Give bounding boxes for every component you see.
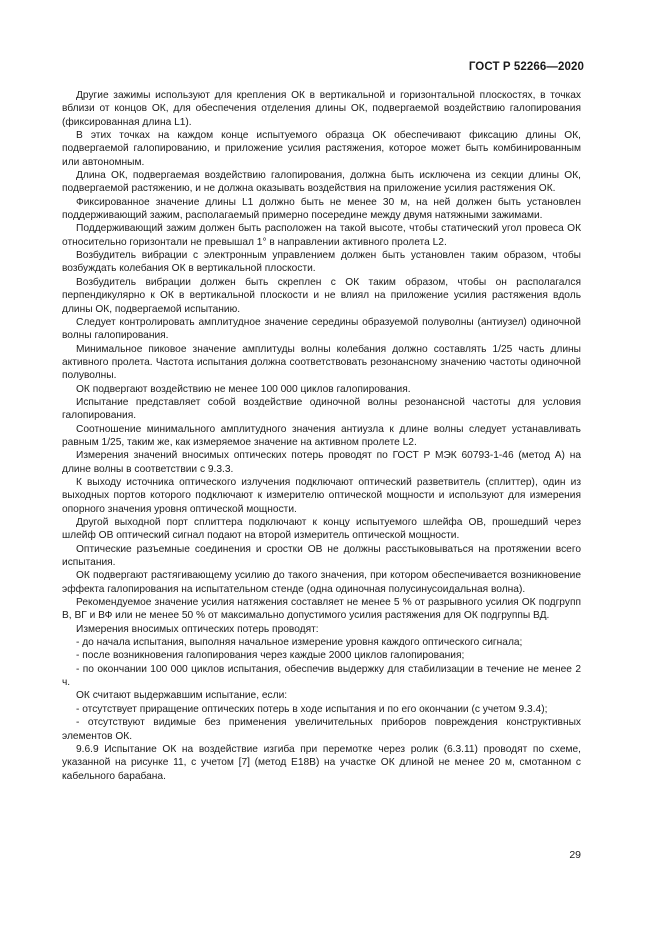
paragraph: Длина ОК, подвергаемая воздействию галопирования, должна быть исключена из секции длины ОК, подвергаемой растяжению, и не должна оказывать воздействия на приложение усилия растяжения ОК. xyxy=(62,170,581,195)
paragraph: Рекомендуемое значение усилия натяжения составляет не менее 5 % от разрывного усилия ОК подгрупп В, ВГ и ВФ или не менее 50 % от максимально допустимого усилия растяжения для ОК подгруппы ВД. xyxy=(62,597,581,622)
paragraph: ОК считают выдержавшим испытание, если: xyxy=(76,690,288,702)
paragraph: Следует контролировать амплитудное значение середины образуемой полуволны (антиузел) одиночной волны галопирования. xyxy=(62,316,581,342)
paragraph: Возбудитель вибрации должен быть скреплен с ОК таким образом, чтобы он располагался перпендикулярно к ОК в вертикальной плоскости и не влиял на приложение усилия растяжения вдоль длины ОК, подвергаемой испытанию. xyxy=(62,276,581,315)
paragraph: Испытание представляет собой воздействие одиночной волны резонансной частоты для условия галопирования. xyxy=(62,396,581,422)
paragraph: В этих точках на каждом конце испытуемого образца ОК обеспечивают фиксацию длины ОК, подвергаемой галопированию, и приложение усилия растяжения, которое может быть комбинированным или автономным. xyxy=(62,130,581,168)
list-item: - после возникновения галопирования через каждые 2000 циклов галопирования; xyxy=(76,650,465,662)
list-item: - отсутствует приращение оптических потерь в ходе испытания и по его окончании (с учетом 9.3.4); xyxy=(76,703,548,715)
paragraph: К выходу источника оптического излучения подключают оптический разветвитель (сплиттер), один из выходных портов которого подключают к измерителю оптической мощности и используют для измерения опорного значения уровня оптической мощности. xyxy=(62,476,581,515)
list-item: - отсутствуют видимые без применения увеличительных приборов повреждения конструктивных элементов ОК. xyxy=(62,717,581,742)
list-item: - по окончании 100 000 циклов испытания, обеспечив выдержку для стабилизации в течение не менее 2 ч. xyxy=(62,663,581,689)
page-number: 29 xyxy=(569,849,581,861)
paragraph: Возбудитель вибрации с электронным управлением должен быть установлен таким образом, чтобы возбуждать колебания ОК в вертикальной плоскости. xyxy=(62,250,581,275)
paragraph: Измерения значений вносимых оптических потерь проводят по ГОСТ Р МЭК 60793-1-46 (метод А) на длине волны в соответствии с 9.3.3. xyxy=(62,450,581,475)
paragraph: ОК подвергают растягивающему усилию до такого значения, при котором обеспечивается возникновение эффекта галопирования на испытательном стенде (одна одиночная полусинусоидальная волна). xyxy=(62,570,581,595)
paragraph: Соотношение минимального амплитудного значения антиузла к длине волны следует устанавливать равным 1/25, таким же, как измеряемое значение на активном пролете L2. xyxy=(62,423,581,448)
paragraph: Фиксированное значение длины L1 должно быть не менее 30 м, на ней должен быть установлен поддерживающий зажим, располагаемый примерно посередине между двумя натяжными зажимами. xyxy=(62,196,581,222)
paragraph: ОК подвергают воздействию не менее 100 000 циклов галопирования. xyxy=(76,383,411,395)
list-item: - до начала испытания, выполняя начальное измерение уровня каждого оптического сигнала; xyxy=(76,637,523,649)
section-paragraph-9-6-9: 9.6.9 Испытание ОК на воздействие изгиба при перемотке через ролик (6.3.11) проводят по схеме, указанной на рисунке 11, с учетом [7] (метод E18B) на участке ОК длиной не менее 20 м, смотанном с кабельного барабана. xyxy=(62,743,581,782)
paragraph: Другой выходной порт сплиттера подключают к концу испытуемого шлейфа ОВ, прошедший через шлейф ОВ оптический сигнал подают на второй измеритель оптической мощности. xyxy=(62,517,581,542)
paragraph: Оптические разъемные соединения и сростки ОВ не должны расстыковываться на протяжении всего испытания. xyxy=(62,543,581,569)
paragraph: Измерения вносимых оптических потерь проводят: xyxy=(76,623,319,635)
document-body xyxy=(62,89,581,783)
paragraph: Другие зажимы используют для крепления ОК в вертикальной и горизонтальной плоскостях, в точках вблизи от концов ОК, для обеспечения отделения длины ОК, подвергаемой воздействию галопирования (фиксированная длина L1). xyxy=(62,90,581,128)
paragraph: Поддерживающий зажим должен быть расположен на такой высоте, чтобы статический угол провеса ОК относительно горизонтали не превышал 1° в направлении активного пролета L2. xyxy=(62,223,581,248)
paragraph: Минимальное пиковое значение амплитуды волны колебания должно составлять 1/25 часть длины активного пролета. Частота испытания должна соответствовать резонансному значению частоты одиночной полуволны. xyxy=(62,343,581,382)
document-header-standard: ГОСТ Р 52266—2020 xyxy=(468,61,584,73)
